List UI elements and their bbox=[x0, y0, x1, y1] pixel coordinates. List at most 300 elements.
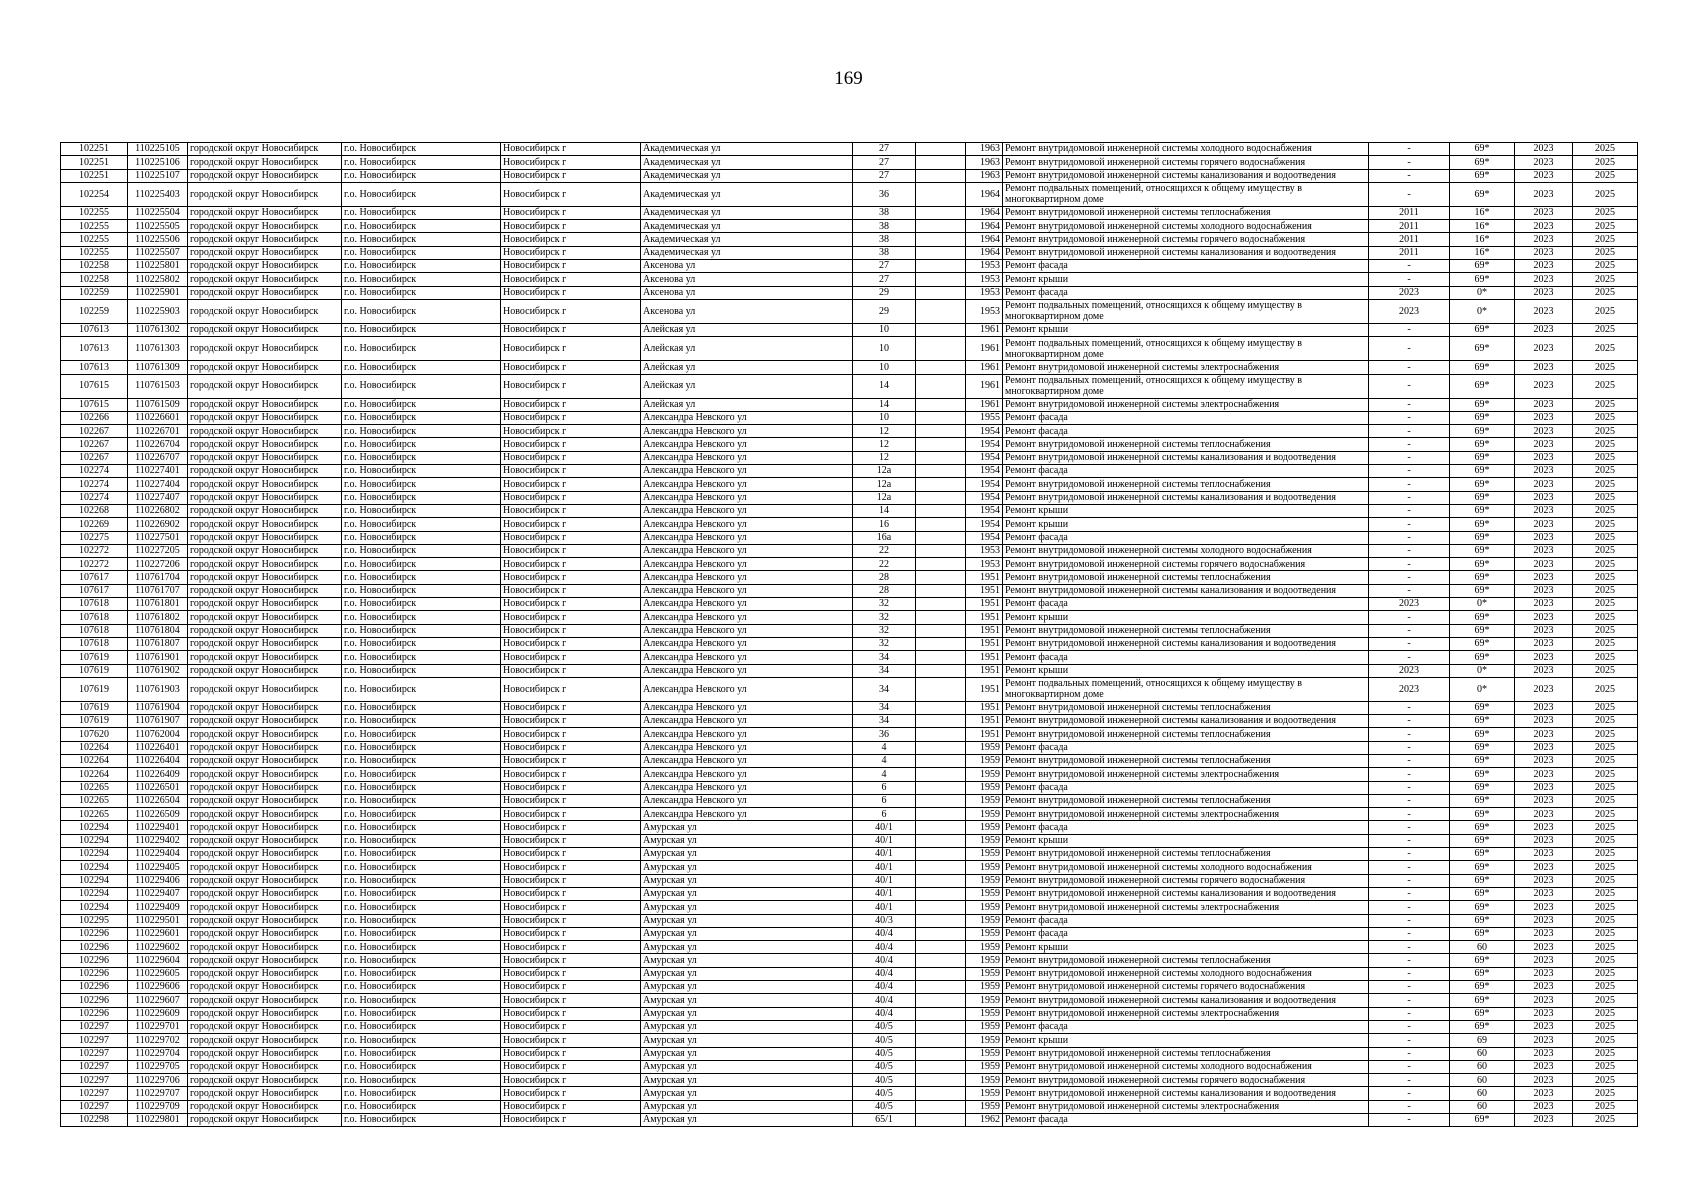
cell-house-id: 102274 bbox=[61, 491, 128, 504]
cell-building bbox=[916, 1020, 966, 1033]
cell-plan-end-year: 2025 bbox=[1573, 1007, 1638, 1020]
cell-locality: Новосибирск г bbox=[501, 927, 641, 940]
cell-plan-start-year: 2023 bbox=[1515, 558, 1573, 571]
cell-building bbox=[916, 1114, 966, 1127]
cell-municipality: городской округ Новосибирск bbox=[188, 981, 342, 994]
cell-plan-start-year: 2023 bbox=[1515, 451, 1573, 464]
cell-street: Александра Невского ул bbox=[641, 728, 853, 741]
table-row bbox=[61, 821, 1638, 834]
cell-house-id: 107618 bbox=[61, 598, 128, 611]
cell-house-id: 102297 bbox=[61, 1020, 128, 1033]
cell-house-number: 40/4 bbox=[853, 927, 916, 940]
cell-wear-percent: 0* bbox=[1450, 598, 1515, 611]
cell-building bbox=[916, 337, 966, 361]
cell-house-id: 102265 bbox=[61, 808, 128, 821]
cell-plan-start-year: 2023 bbox=[1515, 967, 1573, 980]
cell-build-year: 1964 bbox=[966, 182, 1003, 206]
cell-building bbox=[916, 143, 966, 156]
cell-work-id: 110229705 bbox=[128, 1060, 188, 1073]
cell-wear-percent: 69* bbox=[1450, 273, 1515, 286]
cell-city-district: г.о. Новосибирск bbox=[342, 558, 501, 571]
cell-work-type: Ремонт внутридомовой инженерной системы теплоснабжения bbox=[1003, 478, 1369, 491]
cell-locality: Новосибирск г bbox=[501, 768, 641, 781]
cell-plan-start-year: 2023 bbox=[1515, 677, 1573, 701]
cell-city-district: г.о. Новосибирск bbox=[342, 941, 501, 954]
cell-wear-percent: 69* bbox=[1450, 834, 1515, 847]
cell-wear-percent: 69* bbox=[1450, 901, 1515, 914]
cell-work-id: 110229706 bbox=[128, 1074, 188, 1087]
cell-house-number: 40/5 bbox=[853, 1060, 916, 1073]
cell-street: Александра Невского ул bbox=[641, 558, 853, 571]
cell-work-type: Ремонт крыши bbox=[1003, 941, 1369, 954]
cell-plan-end-year: 2025 bbox=[1573, 374, 1638, 398]
cell-house-id: 102264 bbox=[61, 768, 128, 781]
cell-municipality: городской округ Новосибирск bbox=[188, 954, 342, 967]
cell-house-number: 36 bbox=[853, 728, 916, 741]
cell-plan-start-year: 2023 bbox=[1515, 741, 1573, 754]
cell-building bbox=[916, 544, 966, 557]
cell-work-id: 110227404 bbox=[128, 478, 188, 491]
cell-plan-end-year: 2025 bbox=[1573, 1087, 1638, 1100]
cell-city-district: г.о. Новосибирск bbox=[342, 954, 501, 967]
cell-work-id: 110226501 bbox=[128, 781, 188, 794]
cell-street: Алейская ул bbox=[641, 323, 853, 336]
cell-work-type: Ремонт внутридомовой инженерной системы канализования и водоотведения bbox=[1003, 994, 1369, 1007]
cell-locality: Новосибирск г bbox=[501, 233, 641, 246]
cell-municipality: городской округ Новосибирск bbox=[188, 504, 342, 517]
cell-city-district: г.о. Новосибирск bbox=[342, 374, 501, 398]
cell-build-year: 1951 bbox=[966, 584, 1003, 597]
cell-municipality: городской округ Новосибирск bbox=[188, 598, 342, 611]
cell-city-district: г.о. Новосибирск bbox=[342, 701, 501, 714]
cell-plan-start-year: 2023 bbox=[1515, 1060, 1573, 1073]
cell-work-type: Ремонт фасада bbox=[1003, 914, 1369, 927]
cell-house-number: 22 bbox=[853, 558, 916, 571]
cell-locality: Новосибирск г bbox=[501, 821, 641, 834]
cell-building bbox=[916, 754, 966, 767]
cell-work-id: 110761904 bbox=[128, 701, 188, 714]
cell-city-district: г.о. Новосибирск bbox=[342, 1114, 501, 1127]
cell-work-id: 110229606 bbox=[128, 981, 188, 994]
table-row bbox=[61, 233, 1638, 246]
cell-building bbox=[916, 478, 966, 491]
cell-plan-end-year: 2025 bbox=[1573, 927, 1638, 940]
cell-house-id: 102275 bbox=[61, 531, 128, 544]
cell-house-number: 40/4 bbox=[853, 1007, 916, 1020]
cell-plan-end-year: 2025 bbox=[1573, 901, 1638, 914]
cell-work-id: 110226401 bbox=[128, 741, 188, 754]
cell-city-district: г.о. Новосибирск bbox=[342, 901, 501, 914]
table-row bbox=[61, 518, 1638, 531]
cell-house-number: 40/4 bbox=[853, 994, 916, 1007]
table-row bbox=[61, 994, 1638, 1007]
cell-building bbox=[916, 1047, 966, 1060]
cell-house-number: 29 bbox=[853, 299, 916, 323]
cell-municipality: городской округ Новосибирск bbox=[188, 1087, 342, 1100]
cell-plan-start-year: 2023 bbox=[1515, 954, 1573, 967]
cell-house-id: 102265 bbox=[61, 794, 128, 807]
cell-house-number: 14 bbox=[853, 398, 916, 411]
cell-building bbox=[916, 398, 966, 411]
cell-municipality: городской округ Новосибирск bbox=[188, 571, 342, 584]
cell-last-repair-year: - bbox=[1369, 1087, 1450, 1100]
table-row bbox=[61, 1087, 1638, 1100]
table-row bbox=[61, 361, 1638, 374]
cell-wear-percent: 69* bbox=[1450, 861, 1515, 874]
cell-plan-start-year: 2023 bbox=[1515, 848, 1573, 861]
cell-city-district: г.о. Новосибирск bbox=[342, 715, 501, 728]
cell-street: Амурская ул bbox=[641, 954, 853, 967]
cell-last-repair-year: - bbox=[1369, 156, 1450, 169]
table-row bbox=[61, 1074, 1638, 1087]
table-row bbox=[61, 206, 1638, 219]
cell-wear-percent: 69* bbox=[1450, 651, 1515, 664]
cell-house-id: 107619 bbox=[61, 715, 128, 728]
cell-work-type: Ремонт внутридомовой инженерной системы канализования и водоотведения bbox=[1003, 246, 1369, 259]
cell-work-type: Ремонт внутридомовой инженерной системы горячего водоснабжения bbox=[1003, 233, 1369, 246]
cell-city-district: г.о. Новосибирск bbox=[342, 156, 501, 169]
cell-plan-start-year: 2023 bbox=[1515, 169, 1573, 182]
cell-municipality: городской округ Новосибирск bbox=[188, 518, 342, 531]
cell-plan-start-year: 2023 bbox=[1515, 465, 1573, 478]
cell-locality: Новосибирск г bbox=[501, 246, 641, 259]
cell-work-type: Ремонт подвальных помещений, относящихся к общему имуществу в многоквартирном доме bbox=[1003, 182, 1369, 206]
cell-plan-start-year: 2023 bbox=[1515, 544, 1573, 557]
cell-plan-end-year: 2025 bbox=[1573, 558, 1638, 571]
cell-building bbox=[916, 741, 966, 754]
cell-wear-percent: 60 bbox=[1450, 941, 1515, 954]
cell-building bbox=[916, 531, 966, 544]
table-row bbox=[61, 598, 1638, 611]
cell-building bbox=[916, 808, 966, 821]
cell-house-id: 102296 bbox=[61, 981, 128, 994]
table-row bbox=[61, 504, 1638, 517]
table-row bbox=[61, 398, 1638, 411]
cell-street: Александра Невского ул bbox=[641, 451, 853, 464]
cell-house-number: 16 bbox=[853, 518, 916, 531]
table-row bbox=[61, 927, 1638, 940]
cell-build-year: 1954 bbox=[966, 531, 1003, 544]
cell-house-id: 107613 bbox=[61, 361, 128, 374]
cell-last-repair-year: - bbox=[1369, 861, 1450, 874]
cell-work-id: 110229605 bbox=[128, 967, 188, 980]
cell-plan-end-year: 2025 bbox=[1573, 169, 1638, 182]
cell-build-year: 1954 bbox=[966, 491, 1003, 504]
cell-city-district: г.о. Новосибирск bbox=[342, 1047, 501, 1060]
cell-locality: Новосибирск г bbox=[501, 754, 641, 767]
cell-house-number: 6 bbox=[853, 794, 916, 807]
cell-house-id: 102297 bbox=[61, 1087, 128, 1100]
cell-locality: Новосибирск г bbox=[501, 994, 641, 1007]
cell-house-id: 107613 bbox=[61, 323, 128, 336]
cell-work-type: Ремонт внутридомовой инженерной системы теплоснабжения bbox=[1003, 954, 1369, 967]
cell-build-year: 1959 bbox=[966, 1074, 1003, 1087]
cell-wear-percent: 69* bbox=[1450, 169, 1515, 182]
cell-build-year: 1959 bbox=[966, 1087, 1003, 1100]
cell-city-district: г.о. Новосибирск bbox=[342, 233, 501, 246]
cell-build-year: 1959 bbox=[966, 754, 1003, 767]
cell-plan-start-year: 2023 bbox=[1515, 531, 1573, 544]
cell-house-id: 102295 bbox=[61, 914, 128, 927]
cell-build-year: 1954 bbox=[966, 451, 1003, 464]
cell-locality: Новосибирск г bbox=[501, 451, 641, 464]
cell-last-repair-year: - bbox=[1369, 374, 1450, 398]
cell-plan-end-year: 2025 bbox=[1573, 768, 1638, 781]
cell-municipality: городской округ Новосибирск bbox=[188, 914, 342, 927]
cell-work-type: Ремонт внутридомовой инженерной системы холодного водоснабжения bbox=[1003, 143, 1369, 156]
cell-house-id: 107618 bbox=[61, 624, 128, 637]
cell-work-id: 110762004 bbox=[128, 728, 188, 741]
cell-work-id: 110226409 bbox=[128, 768, 188, 781]
cell-wear-percent: 69* bbox=[1450, 637, 1515, 650]
cell-house-id: 102269 bbox=[61, 518, 128, 531]
cell-work-type: Ремонт фасада bbox=[1003, 781, 1369, 794]
cell-building bbox=[916, 571, 966, 584]
cell-build-year: 1963 bbox=[966, 156, 1003, 169]
cell-work-type: Ремонт крыши bbox=[1003, 611, 1369, 624]
cell-plan-end-year: 2025 bbox=[1573, 182, 1638, 206]
cell-locality: Новосибирск г bbox=[501, 677, 641, 701]
cell-wear-percent: 69* bbox=[1450, 451, 1515, 464]
table-row bbox=[61, 861, 1638, 874]
cell-locality: Новосибирск г bbox=[501, 438, 641, 451]
cell-city-district: г.о. Новосибирск bbox=[342, 754, 501, 767]
cell-building bbox=[916, 994, 966, 1007]
cell-plan-end-year: 2025 bbox=[1573, 246, 1638, 259]
cell-work-id: 110225506 bbox=[128, 233, 188, 246]
cell-build-year: 1953 bbox=[966, 260, 1003, 273]
cell-building bbox=[916, 1060, 966, 1073]
cell-plan-start-year: 2023 bbox=[1515, 206, 1573, 219]
cell-plan-start-year: 2023 bbox=[1515, 754, 1573, 767]
cell-work-id: 110225802 bbox=[128, 273, 188, 286]
cell-plan-end-year: 2025 bbox=[1573, 478, 1638, 491]
cell-municipality: городской округ Новосибирск bbox=[188, 299, 342, 323]
cell-house-id: 102268 bbox=[61, 504, 128, 517]
cell-plan-start-year: 2023 bbox=[1515, 504, 1573, 517]
cell-house-number: 40/4 bbox=[853, 941, 916, 954]
cell-work-id: 110229707 bbox=[128, 1087, 188, 1100]
cell-municipality: городской округ Новосибирск bbox=[188, 927, 342, 940]
cell-building bbox=[916, 233, 966, 246]
cell-last-repair-year: - bbox=[1369, 544, 1450, 557]
cell-city-district: г.о. Новосибирск bbox=[342, 741, 501, 754]
cell-house-number: 4 bbox=[853, 768, 916, 781]
cell-street: Александра Невского ул bbox=[641, 677, 853, 701]
cell-building bbox=[916, 715, 966, 728]
cell-wear-percent: 69* bbox=[1450, 411, 1515, 424]
cell-work-type: Ремонт фасада bbox=[1003, 531, 1369, 544]
cell-municipality: городской округ Новосибирск bbox=[188, 1007, 342, 1020]
cell-plan-end-year: 2025 bbox=[1573, 981, 1638, 994]
cell-municipality: городской округ Новосибирск bbox=[188, 451, 342, 464]
cell-city-district: г.о. Новосибирск bbox=[342, 874, 501, 887]
cell-work-type: Ремонт внутридомовой инженерной системы теплоснабжения bbox=[1003, 438, 1369, 451]
cell-wear-percent: 69* bbox=[1450, 478, 1515, 491]
cell-municipality: городской округ Новосибирск bbox=[188, 491, 342, 504]
cell-municipality: городской округ Новосибирск bbox=[188, 834, 342, 847]
cell-house-id: 102294 bbox=[61, 834, 128, 847]
cell-work-type: Ремонт внутридомовой инженерной системы теплоснабжения bbox=[1003, 728, 1369, 741]
cell-street: Александра Невского ул bbox=[641, 664, 853, 677]
cell-wear-percent: 69* bbox=[1450, 967, 1515, 980]
cell-house-number: 65/1 bbox=[853, 1114, 916, 1127]
cell-municipality: городской округ Новосибирск bbox=[188, 624, 342, 637]
cell-locality: Новосибирск г bbox=[501, 182, 641, 206]
cell-municipality: городской округ Новосибирск bbox=[188, 425, 342, 438]
cell-house-id: 102258 bbox=[61, 260, 128, 273]
cell-build-year: 1959 bbox=[966, 808, 1003, 821]
cell-wear-percent: 69* bbox=[1450, 1007, 1515, 1020]
cell-build-year: 1959 bbox=[966, 994, 1003, 1007]
cell-work-type: Ремонт внутридомовой инженерной системы теплоснабжения bbox=[1003, 1047, 1369, 1060]
cell-work-type: Ремонт подвальных помещений, относящихся к общему имуществу в многоквартирном доме bbox=[1003, 337, 1369, 361]
cell-city-district: г.о. Новосибирск bbox=[342, 273, 501, 286]
cell-wear-percent: 60 bbox=[1450, 1087, 1515, 1100]
cell-plan-end-year: 2025 bbox=[1573, 465, 1638, 478]
cell-plan-start-year: 2023 bbox=[1515, 323, 1573, 336]
cell-plan-start-year: 2023 bbox=[1515, 1074, 1573, 1087]
cell-municipality: городской округ Новосибирск bbox=[188, 233, 342, 246]
cell-house-id: 102297 bbox=[61, 1060, 128, 1073]
cell-work-id: 110761302 bbox=[128, 323, 188, 336]
cell-city-district: г.о. Новосибирск bbox=[342, 677, 501, 701]
cell-building bbox=[916, 273, 966, 286]
cell-city-district: г.о. Новосибирск bbox=[342, 1060, 501, 1073]
table-row bbox=[61, 1007, 1638, 1020]
cell-street: Амурская ул bbox=[641, 1114, 853, 1127]
cell-plan-end-year: 2025 bbox=[1573, 491, 1638, 504]
table-row bbox=[61, 901, 1638, 914]
cell-street: Академическая ул bbox=[641, 156, 853, 169]
cell-work-id: 110229602 bbox=[128, 941, 188, 954]
cell-city-district: г.о. Новосибирск bbox=[342, 323, 501, 336]
cell-work-id: 110226704 bbox=[128, 438, 188, 451]
cell-work-type: Ремонт крыши bbox=[1003, 504, 1369, 517]
cell-plan-end-year: 2025 bbox=[1573, 715, 1638, 728]
table-row bbox=[61, 544, 1638, 557]
cell-wear-percent: 0* bbox=[1450, 299, 1515, 323]
cell-building bbox=[916, 518, 966, 531]
cell-locality: Новосибирск г bbox=[501, 941, 641, 954]
cell-locality: Новосибирск г bbox=[501, 558, 641, 571]
cell-locality: Новосибирск г bbox=[501, 260, 641, 273]
cell-wear-percent: 69* bbox=[1450, 584, 1515, 597]
cell-build-year: 1959 bbox=[966, 834, 1003, 847]
cell-work-id: 110761704 bbox=[128, 571, 188, 584]
cell-last-repair-year: - bbox=[1369, 571, 1450, 584]
cell-work-id: 110226509 bbox=[128, 808, 188, 821]
cell-wear-percent: 69 bbox=[1450, 1034, 1515, 1047]
cell-work-type: Ремонт внутридомовой инженерной системы канализования и водоотведения bbox=[1003, 451, 1369, 464]
cell-municipality: городской округ Новосибирск bbox=[188, 182, 342, 206]
cell-municipality: городской округ Новосибирск bbox=[188, 1020, 342, 1033]
cell-municipality: городской округ Новосибирск bbox=[188, 246, 342, 259]
cell-house-number: 4 bbox=[853, 754, 916, 767]
cell-plan-end-year: 2025 bbox=[1573, 914, 1638, 927]
cell-building bbox=[916, 781, 966, 794]
cell-build-year: 1954 bbox=[966, 518, 1003, 531]
cell-plan-start-year: 2023 bbox=[1515, 821, 1573, 834]
cell-plan-start-year: 2023 bbox=[1515, 1100, 1573, 1113]
cell-wear-percent: 16* bbox=[1450, 246, 1515, 259]
table-row bbox=[61, 156, 1638, 169]
cell-work-type: Ремонт внутридомовой инженерной системы теплоснабжения bbox=[1003, 848, 1369, 861]
cell-plan-start-year: 2023 bbox=[1515, 624, 1573, 637]
cell-last-repair-year: 2011 bbox=[1369, 246, 1450, 259]
cell-municipality: городской округ Новосибирск bbox=[188, 478, 342, 491]
cell-build-year: 1959 bbox=[966, 848, 1003, 861]
cell-plan-start-year: 2023 bbox=[1515, 834, 1573, 847]
cell-wear-percent: 69* bbox=[1450, 558, 1515, 571]
cell-plan-start-year: 2023 bbox=[1515, 598, 1573, 611]
cell-house-id: 102255 bbox=[61, 233, 128, 246]
cell-plan-start-year: 2023 bbox=[1515, 651, 1573, 664]
cell-wear-percent: 69* bbox=[1450, 715, 1515, 728]
cell-municipality: городской округ Новосибирск bbox=[188, 260, 342, 273]
cell-plan-start-year: 2023 bbox=[1515, 584, 1573, 597]
table-row bbox=[61, 768, 1638, 781]
cell-building bbox=[916, 260, 966, 273]
capital-repair-table bbox=[60, 142, 1638, 1127]
cell-municipality: городской округ Новосибирск bbox=[188, 411, 342, 424]
table-row bbox=[61, 754, 1638, 767]
cell-building bbox=[916, 1074, 966, 1087]
cell-work-type: Ремонт внутридомовой инженерной системы горячего водоснабжения bbox=[1003, 874, 1369, 887]
cell-house-id: 107620 bbox=[61, 728, 128, 741]
table-row bbox=[61, 286, 1638, 299]
cell-building bbox=[916, 220, 966, 233]
cell-plan-end-year: 2025 bbox=[1573, 967, 1638, 980]
cell-work-id: 110229401 bbox=[128, 821, 188, 834]
cell-wear-percent: 0* bbox=[1450, 677, 1515, 701]
cell-locality: Новосибирск г bbox=[501, 611, 641, 624]
cell-work-id: 110229601 bbox=[128, 927, 188, 940]
cell-house-id: 102296 bbox=[61, 967, 128, 980]
cell-house-id: 102265 bbox=[61, 781, 128, 794]
cell-locality: Новосибирск г bbox=[501, 504, 641, 517]
cell-city-district: г.о. Новосибирск bbox=[342, 169, 501, 182]
cell-build-year: 1954 bbox=[966, 425, 1003, 438]
cell-wear-percent: 69* bbox=[1450, 544, 1515, 557]
cell-work-id: 110761902 bbox=[128, 664, 188, 677]
cell-last-repair-year: 2023 bbox=[1369, 286, 1450, 299]
cell-work-type: Ремонт фасада bbox=[1003, 651, 1369, 664]
cell-house-number: 36 bbox=[853, 182, 916, 206]
cell-city-district: г.о. Новосибирск bbox=[342, 834, 501, 847]
cell-work-type: Ремонт внутридомовой инженерной системы канализования и водоотведения bbox=[1003, 169, 1369, 182]
table-row bbox=[61, 887, 1638, 900]
cell-city-district: г.о. Новосибирск bbox=[342, 438, 501, 451]
cell-municipality: городской округ Новосибирск bbox=[188, 768, 342, 781]
table-row bbox=[61, 1020, 1638, 1033]
cell-last-repair-year: - bbox=[1369, 1007, 1450, 1020]
cell-plan-end-year: 2025 bbox=[1573, 637, 1638, 650]
cell-build-year: 1954 bbox=[966, 465, 1003, 478]
cell-locality: Новосибирск г bbox=[501, 834, 641, 847]
cell-building bbox=[916, 834, 966, 847]
cell-street: Александра Невского ул bbox=[641, 701, 853, 714]
table-row bbox=[61, 808, 1638, 821]
cell-street: Александра Невского ул bbox=[641, 794, 853, 807]
cell-building bbox=[916, 182, 966, 206]
cell-locality: Новосибирск г bbox=[501, 728, 641, 741]
cell-last-repair-year: - bbox=[1369, 954, 1450, 967]
cell-house-number: 32 bbox=[853, 624, 916, 637]
cell-municipality: городской округ Новосибирск bbox=[188, 1074, 342, 1087]
cell-build-year: 1961 bbox=[966, 374, 1003, 398]
cell-house-id: 102294 bbox=[61, 848, 128, 861]
